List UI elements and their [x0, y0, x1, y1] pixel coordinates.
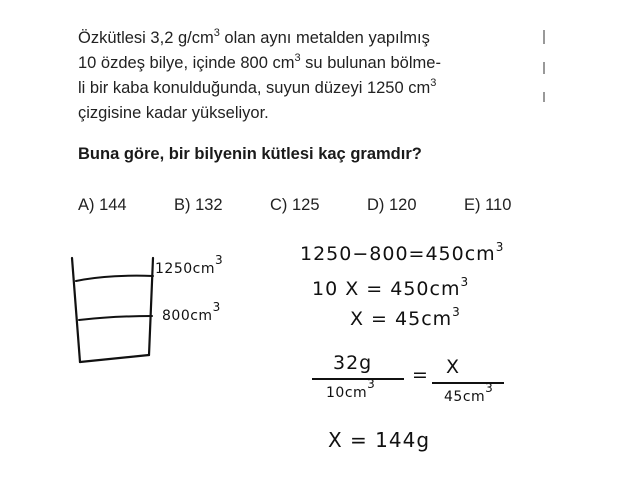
option-b[interactable]: B) 132: [174, 196, 223, 214]
question-line-1: Özkütlesi 3,2 $g/cm^3$ olan aynı metalden yapılmış: [78, 27, 430, 47]
sketch-bottom-label: $800cm^3$: [162, 300, 221, 324]
option-e[interactable]: E) 110: [464, 196, 512, 214]
question-line-3: li bir kaba konulduğunda, suyun düzeyi 1250 $cm^3$: [78, 77, 437, 97]
fraction-left-bar: [312, 378, 404, 380]
fraction-right-numerator: X: [446, 356, 461, 378]
option-c[interactable]: C) 125: [270, 196, 320, 214]
fraction-left-denominator: $10cm^3$: [326, 377, 376, 401]
solution-line-2: 10 $X = 450cm^3$: [312, 275, 470, 300]
fraction-left-numerator: 32g: [333, 352, 373, 374]
question-prompt: Buna göre, bir bilyenin kütlesi kaç gramdır?: [78, 145, 422, 163]
solution-line-3: $X = 45cm^3$: [350, 305, 461, 330]
option-a[interactable]: A) 144: [78, 196, 127, 214]
question-line-2: 10 özdeş bilye, içinde 800 $cm^3$ su bulunan bölme-: [78, 52, 441, 72]
question-line-4: çizgisine kadar yükseliyor.: [78, 104, 269, 122]
final-answer: X = 144g: [328, 428, 431, 452]
solution-line-1: $1250-800=450cm^3$: [300, 240, 505, 265]
fraction-right-denominator: $45cm^3$: [444, 381, 494, 405]
equals-sign: =: [412, 364, 429, 386]
option-d[interactable]: D) 120: [367, 196, 417, 214]
sketch-top-label: $1250cm^3$: [155, 253, 224, 277]
